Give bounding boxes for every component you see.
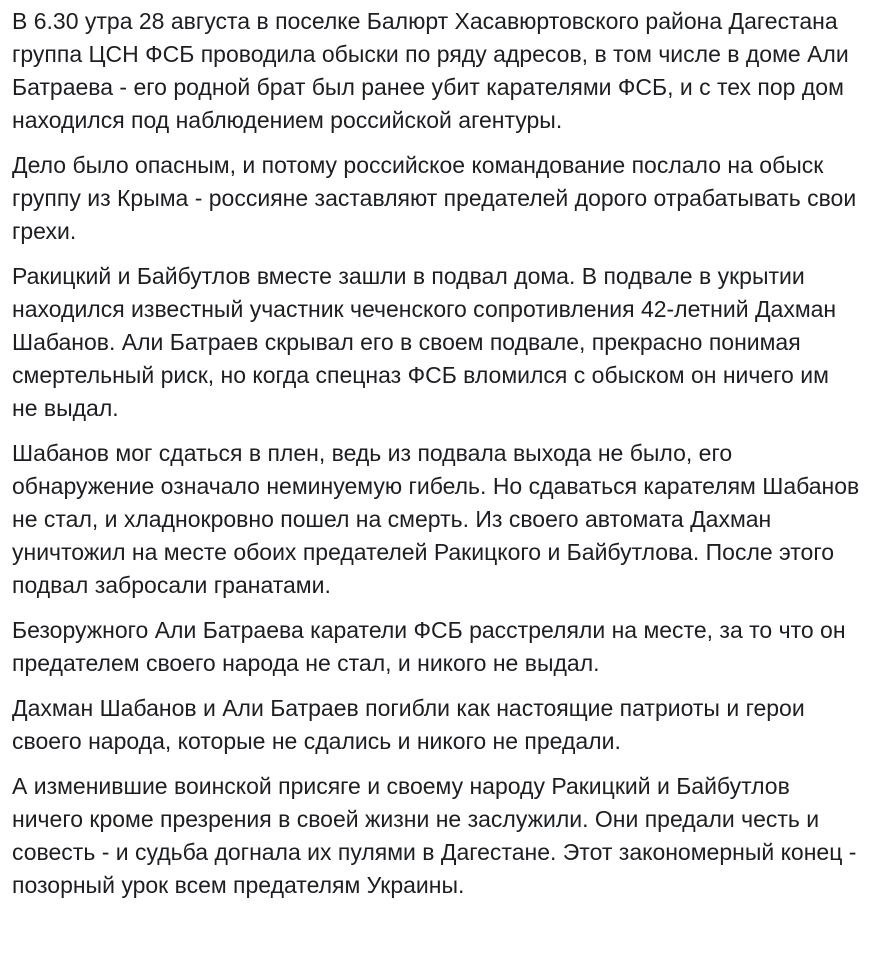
post-paragraph-1: В 6.30 утра 28 августа в поселке Балюрт Хасавюртовского района Дагестана группа ЦСН ФСБ проводила обыски по ряду адресов, в том числе в доме Али Батраева - его родной брат был ранее убит карателями ФСБ, и с тех пор дом находился под наблюдением российской агентуры. (12, 8, 849, 133)
post-paragraph-6: Дахман Шабанов и Али Батраев погибли как настоящие патриоты и герои своего народа, которые не сдались и никого не предали. (12, 695, 805, 754)
post-paragraph-2: Дело было опасным, и потому российское командование послало на обыск группу из Крыма - россияне заставляют предателей дорого отрабатывать свои грехи. (12, 152, 857, 244)
post-paragraph-3: Ракицкий и Байбутлов вместе зашли в подвал дома. В подвале в укрытии находился известный участник чеченского сопротивления 42-летний Дахман Шабанов. Али Батраев скрывал его в своем подвале, прекрасно понимая смертельный риск, но когда спецназ ФСБ вломился с обыском он ничего им не выдал. (12, 263, 837, 421)
post-paragraph-4: Шабанов мог сдаться в плен, ведь из подвала выхода не было, его обнаружение означало неминуемую гибель. Но сдаваться карателям Шабанов не стал, и хладнокровно пошел на смерть. Из своего автомата Дахман уничтожил на месте обоих предателей Ракицкого и Байбутлова. После этого подвал забросали гранатами. (12, 440, 860, 598)
post-paragraph-7: А изменившие воинской присяге и своему народу Ракицкий и Байбутлов ничего кроме презрения в своей жизни не заслужили. Они предали честь и совесть - и судьба догнала их пулями в Дагестане. Этот закономерный конец - позорный урок всем предателям Украины. (12, 773, 857, 898)
post-paragraph-5: Безоружного Али Батраева каратели ФСБ расстреляли на месте, за то что он предателем своего народа не стал, и никого не выдал. (12, 617, 846, 676)
